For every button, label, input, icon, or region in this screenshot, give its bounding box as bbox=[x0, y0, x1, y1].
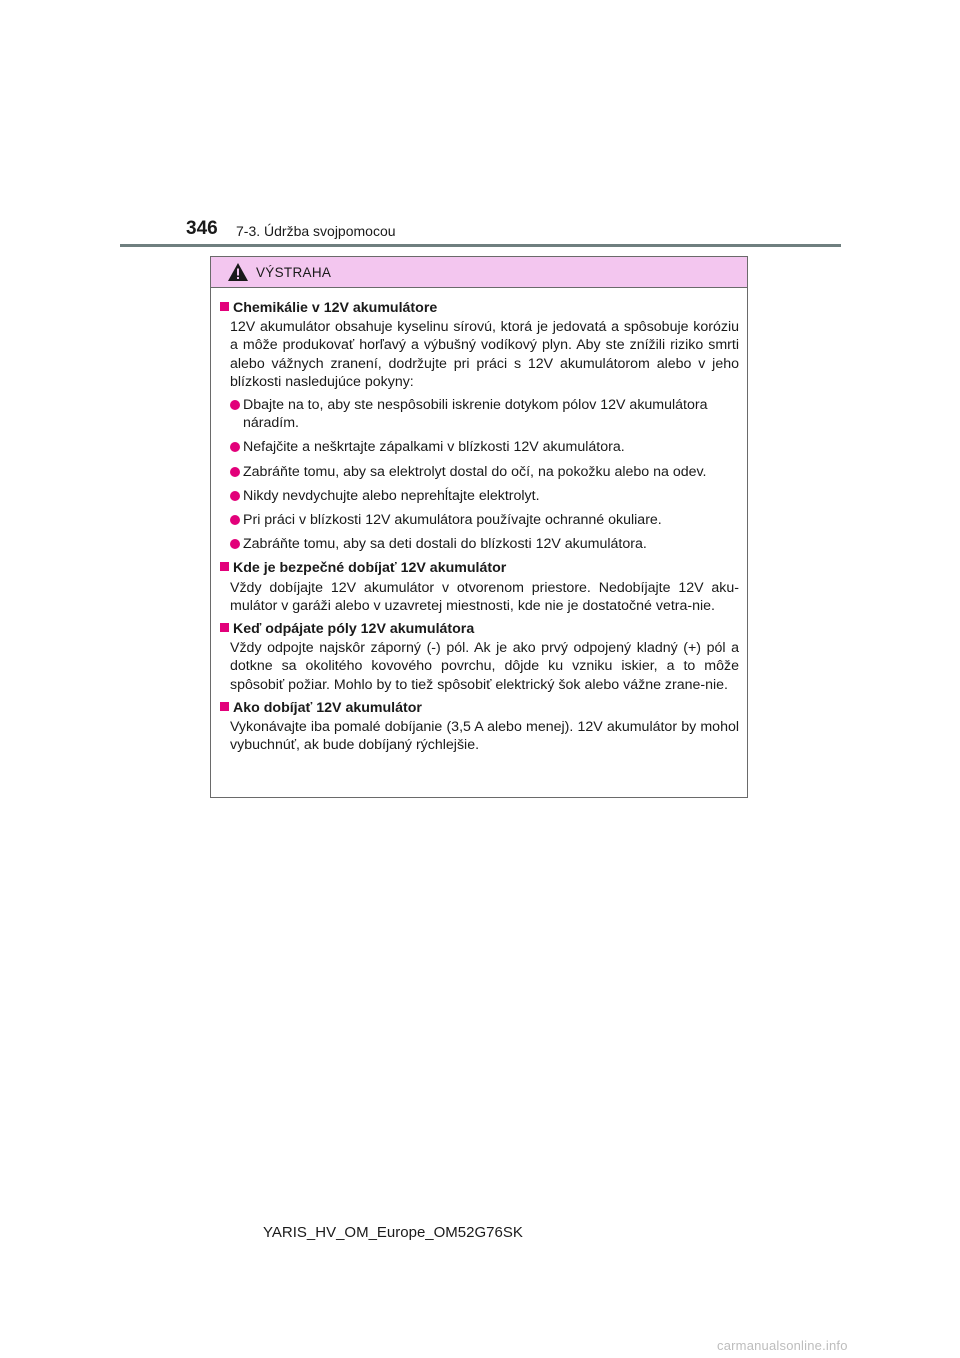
warning-title: VÝSTRAHA bbox=[256, 265, 332, 280]
round-bullet-icon bbox=[230, 539, 240, 549]
warning-triangle-icon bbox=[227, 262, 249, 282]
watermark: carmanualsonline.info bbox=[717, 1338, 848, 1353]
list-item bbox=[220, 487, 739, 505]
list-item-text: Nikdy nevdychujte alebo neprehĺtajte elektrolyt. bbox=[243, 487, 540, 504]
header-rule bbox=[120, 244, 841, 247]
list-item bbox=[220, 463, 739, 481]
list-item bbox=[220, 511, 739, 529]
page-number: 346 bbox=[186, 218, 218, 239]
warning-header bbox=[211, 257, 747, 288]
section-heading-text: Ako dobíjať 12V akumulátor bbox=[233, 699, 422, 716]
section-heading-text: Kde je bezpečné dobíjať 12V akumulátor bbox=[233, 560, 507, 577]
square-bullet-icon bbox=[220, 562, 229, 571]
list-item-text: Nefajčite a neškrtajte zápalkami v blízkosti 12V akumulátora. bbox=[243, 439, 625, 456]
section-paragraph: Vykonávajte iba pomalé dobíjanie (3,5 A alebo menej). 12V akumulátor by mohol vybuchnúť, ak bude dobíjaný rýchlejšie. bbox=[230, 719, 739, 754]
section-paragraph: 12V akumulátor obsahuje kyselinu sírovú, ktorá je jedovatá a spôsobuje koróziu a môže produkovať horľavý a výbušný vodíkový plyn. Aby ste znížili riziko smrti alebo vážnych zranení, dodržujte pri práci s 12V akumulátorom alebo v jeho blízkosti nasledujúce pokyny: bbox=[230, 319, 739, 390]
list-item bbox=[220, 438, 739, 456]
list-item-text: Zabráňte tomu, aby sa elektrolyt dostal do očí, na pokožku alebo na odev. bbox=[243, 463, 707, 480]
section-paragraph: Vždy dobíjajte 12V akumulátor v otvorenom priestore. Nedobíjajte 12V aku-mulátor v garáži alebo v uzavretej miestnosti, kde nie je dostatočné vetra-nie. bbox=[230, 579, 739, 614]
list-item bbox=[220, 535, 739, 553]
list-item-text: Pri práci v blízkosti 12V akumulátora používajte ochranné okuliare. bbox=[243, 512, 662, 529]
square-bullet-icon bbox=[220, 702, 229, 711]
round-bullet-icon bbox=[230, 442, 240, 452]
section-paragraph: Vždy odpojte najskôr záporný (-) pól. Ak je ako prvý odpojený kladný (+) pól a dotkne sa okolitého kovového povrchu, dôjde ku vzniku iskier, a to môže spôsobiť požiar. Mohlo by to tiež spôsobiť elektrický šok alebo vážne zrane-nie. bbox=[230, 640, 739, 693]
section-title: 7-3. Údržba svojpomocou bbox=[236, 223, 396, 239]
round-bullet-icon bbox=[230, 400, 240, 410]
section-heading-text: Keď odpájate póly 12V akumulátora bbox=[233, 621, 475, 638]
manual-code: YARIS_HV_OM_Europe_OM52G76SK bbox=[263, 1224, 523, 1241]
section-heading bbox=[220, 559, 739, 577]
section-heading bbox=[220, 699, 739, 717]
round-bullet-icon bbox=[230, 515, 240, 525]
warning-body bbox=[211, 288, 747, 754]
section-heading bbox=[220, 620, 739, 638]
section-heading bbox=[220, 299, 739, 317]
round-bullet-icon bbox=[230, 467, 240, 477]
list-item-text: Zabráňte tomu, aby sa deti dostali do blízkosti 12V akumulátora. bbox=[243, 536, 647, 553]
warning-box bbox=[210, 256, 748, 798]
round-bullet-icon bbox=[230, 491, 240, 501]
section-heading-text: Chemikálie v 12V akumulátore bbox=[233, 300, 438, 316]
list-item-text: Dbajte na to, aby ste nespôsobili iskrenie dotykom pólov 12V akumulátora náradím. bbox=[243, 397, 708, 432]
square-bullet-icon bbox=[220, 623, 229, 632]
list-item bbox=[220, 396, 739, 432]
square-bullet-icon bbox=[220, 302, 229, 311]
